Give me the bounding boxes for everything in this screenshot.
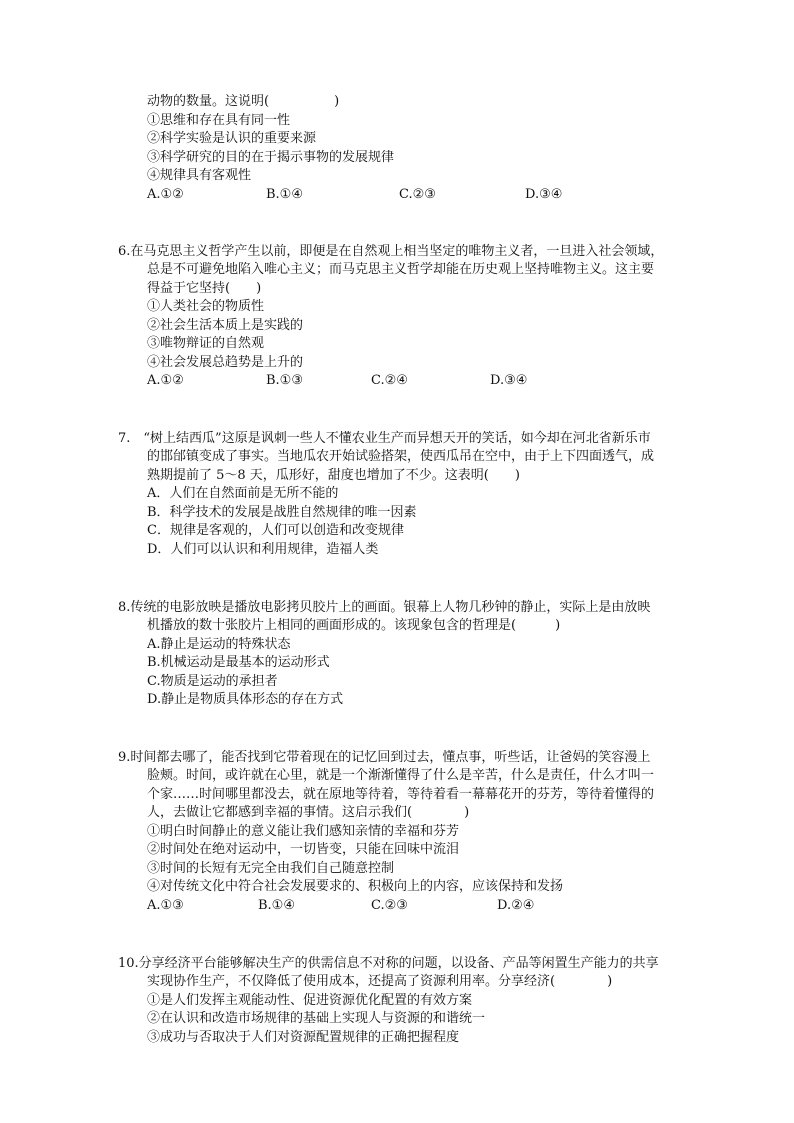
q7-stem-line-1: 7. “树上结西瓜”这原是讽刺一些人不懂农业生产而异想天开的笑话，如今却在河北省新乐市 (118, 431, 651, 446)
q5-option-d: D.③④ (525, 187, 563, 202)
q7-option-d: D．人们可以认识和利用规律，造福人类 (147, 542, 379, 557)
q9-item-3: ③时间的长短有无完全由我们自己随意控制 (147, 861, 395, 876)
q8-option-d: D.静止是物质具体形态的存在方式 (147, 692, 344, 707)
q5-stem-line-1: 动物的数量。这说明( ) (147, 94, 340, 109)
q5-options (147, 186, 647, 204)
q7-option-a: A．人们在自然面前是无所不能的 (147, 486, 339, 501)
q6-stem-line-1: 6.在马克思主义哲学产生以前，即便是在自然观上相当坚定的唯物主义者，一旦进入社会领域， (118, 244, 664, 259)
q5-item-4: ④规律具有客观性 (147, 168, 252, 183)
q10-stem-line-2: 实现协作生产，不仅降低了使用成本，还提高了资源利用率。分享经济( ) (147, 974, 613, 989)
q6-option-d: D.③④ (490, 373, 528, 388)
q8-stem-line-1: 8.传统的电影放映是播放电影拷贝胶片上的画面。银幕上人物几秒钟的静止，实际上是由放映 (118, 600, 651, 615)
q6-option-c: C.②④ (371, 373, 408, 388)
q10-stem-line-1: 10.分享经济平台能够解决生产的供需信息不对称的问题，以设备、产品等闲置生产能力的共享 (118, 956, 659, 971)
q6-options (147, 372, 647, 390)
q6-option-a: A.①② (147, 373, 184, 388)
q10-item-1: ①是人们发挥主观能动性、促进资源优化配置的有效方案 (147, 993, 473, 1008)
q6-stem-line-2: 总是不可避免地陷入唯心主义；而马克思主义哲学却能在历史观上坚持唯物主义。这主要 (147, 262, 655, 277)
q9-option-a: A.①③ (147, 898, 184, 913)
q9-option-d: D.②④ (497, 898, 535, 913)
q9-item-4: ④对传统文化中符合社会发展要求的、积极向上的内容，应该保持和发扬 (147, 879, 564, 894)
q6-option-b: B.①③ (266, 373, 303, 388)
q9-item-2: ②时间处在绝对运动中，一切皆变，只能在回味中流泪 (147, 842, 460, 857)
q10-item-3: ③成功与否取决于人们对资源配置规律的正确把握程度 (147, 1030, 460, 1045)
q10-item-2: ②在认识和改造市场规律的基础上实现人与资源的和谐统一 (147, 1011, 486, 1026)
q9-stem-line-1: 9.时间都去哪了，能否找到它带着现在的记忆回到过去，懂点事，听些话，让爸妈的笑容漫上 (118, 750, 651, 765)
q8-option-a: A.静止是运动的特殊状态 (147, 637, 291, 652)
q7-option-c: C．规律是客观的，人们可以创造和改变规律 (147, 523, 404, 538)
q9-option-c: C.②③ (371, 898, 408, 913)
q8-stem-line-2: 机播放的数十张胶片上相同的画面形成的。该现象包含的哲理是( ) (147, 618, 561, 633)
q6-item-2: ②社会生活本质上是实践的 (147, 318, 304, 333)
q6-item-1: ①人类社会的物质性 (147, 299, 265, 314)
q9-item-1: ①明白时间静止的意义能让我们感知亲情的幸福和芬芳 (147, 824, 460, 839)
q9-stem-line-2: 脸颊。时间，或许就在心里，就是一个渐渐懂得了什么是辛苦，什么是责任，什么才叫一 (147, 768, 655, 783)
q7-option-b: B．科学技术的发展是战胜自然规律的唯一因素 (147, 505, 417, 520)
q5-item-3: ③科学研究的目的在于揭示事物的发展规律 (147, 150, 395, 165)
q6-item-4: ④社会发展总趋势是上升的 (147, 355, 304, 370)
q6-item-3: ③唯物辩证的自然观 (147, 336, 265, 351)
q7-stem-line-2: 的邯邰镇变成了事实。当地瓜农开始试验搭架，使西瓜吊在空中，由于上下四面透气，成 (147, 449, 655, 464)
q9-stem-line-4: 人，去做让它都感到幸福的事情。这启示我们( ) (147, 805, 470, 820)
q9-stem-line-3: 个家……时间哪里都没去，就在原地等待着，等待着看一幕幕花开的芬芳，等待着懂得的 (147, 787, 655, 802)
q5-option-c: C.②③ (399, 187, 436, 202)
q5-item-2: ②科学实验是认识的重要来源 (147, 131, 317, 146)
q5-option-a: A.①② (147, 187, 184, 202)
q8-option-b: B.机械运动是最基本的运动形式 (147, 655, 330, 670)
q9-option-b: B.①④ (258, 898, 295, 913)
q9-options (147, 897, 647, 915)
q8-option-c: C.物质是运动的承担者 (147, 674, 278, 689)
q6-stem-line-3: 得益于它坚持( ) (147, 281, 262, 296)
q5-option-b: B.①④ (266, 187, 303, 202)
q5-item-1: ①思维和存在具有同一性 (147, 113, 291, 128)
q7-stem-line-3: 熟期提前了 5～8 天，瓜形好，甜度也增加了不少。这表明( ) (147, 468, 520, 483)
